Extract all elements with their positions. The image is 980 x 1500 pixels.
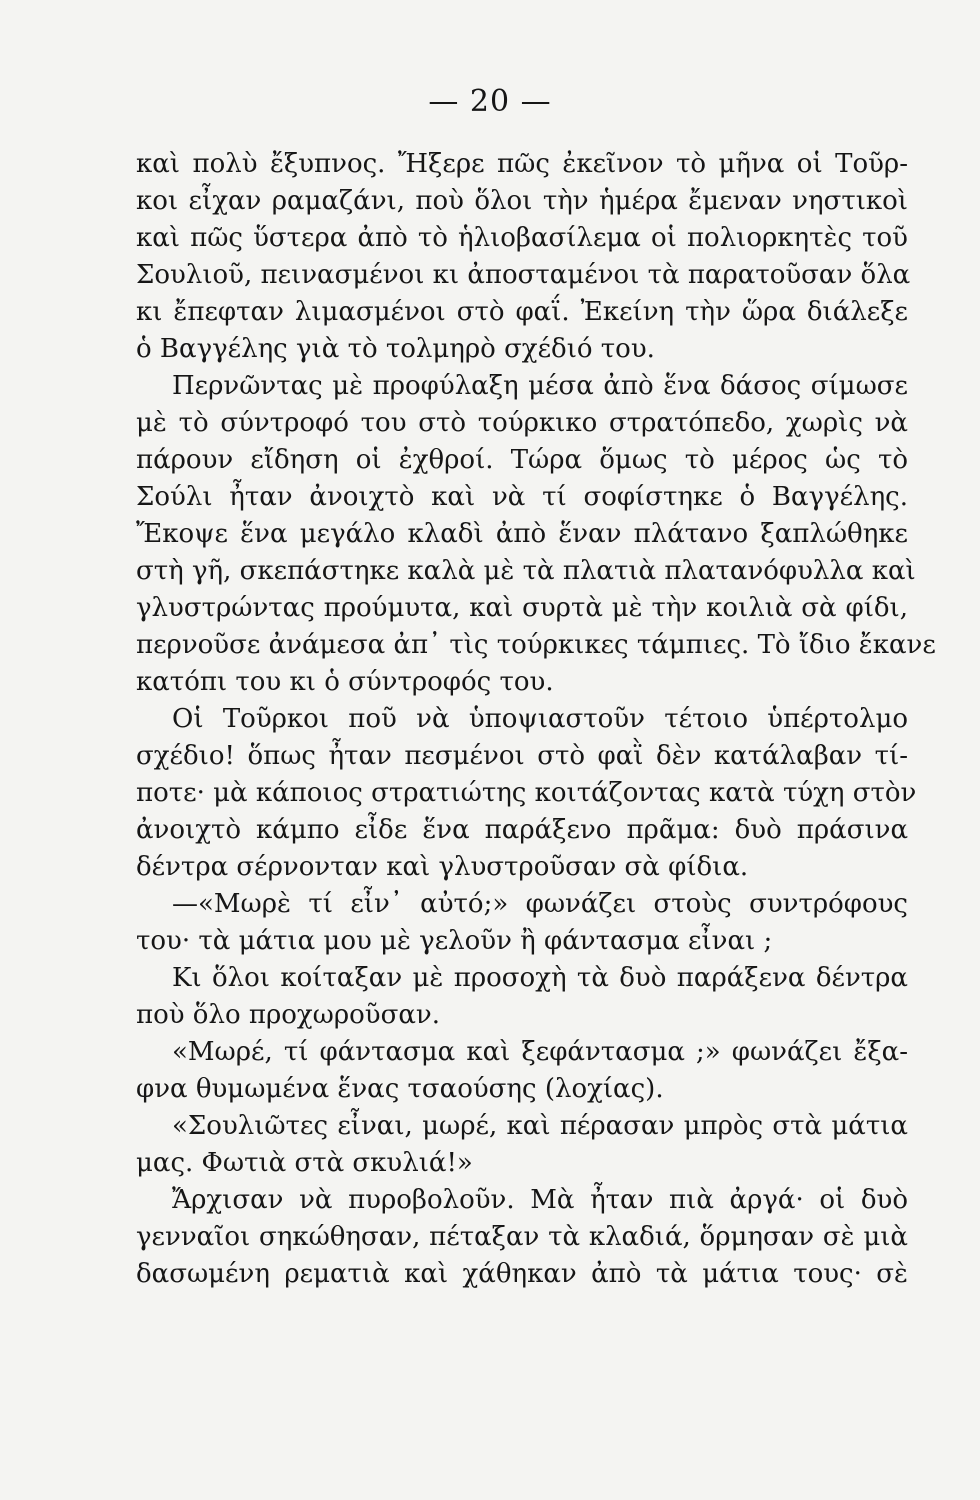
text-line: Ἄρχισαν νὰ πυροβολοῦν. Μὰ ἦταν πιὰ ἀργά· οἱ δυὸ	[172, 1185, 908, 1215]
text-line: Σουλιοῦ, πεινασμένοι κι ἀποσταμένοι τὰ παρατοῦσαν ὅλα	[136, 260, 911, 290]
page-number: — 20 —	[428, 84, 552, 119]
body-text	[136, 146, 936, 1293]
text-line: ὁ Βαγγέλης γιὰ τὸ τολμηρὸ σχέδιό του.	[136, 334, 655, 364]
text-line: ποτε· μὰ κάποιος στρατιώτης κοιτάζοντας κατὰ τύχη στὸν	[136, 778, 917, 808]
text-line: στὴ γῆ, σκεπάστηκε καλὰ μὲ τὰ πλατιὰ πλατανόφυλλα καὶ	[136, 556, 916, 586]
text-line: «Σουλιῶτες εἶναι, μωρέ, καὶ πέρασαν μπρὸς στὰ μάτια	[172, 1111, 908, 1141]
text-line: γενναῖοι σηκώθησαν, πέταξαν τὰ κλαδιά, ὅρμησαν σὲ μιὰ	[136, 1222, 908, 1252]
text-line: πάρουν εἴδηση οἱ ἐχθροί. Τώρα ὅμως τὸ μέρος ὡς τὸ	[136, 445, 908, 475]
text-line: κι ἔπεφταν λιμασμένοι στὸ φαΐ. Ἐκείνη τὴν ὥρα διάλεξε	[136, 297, 908, 327]
text-line: ποὺ ὅλο προχωροῦσαν.	[136, 1000, 440, 1030]
text-line: ἀνοιχτὸ κάμπο εἶδε ἕνα παράξενο πρᾶμα: δυὸ πράσινα	[136, 815, 908, 845]
text-line: μας. Φωτιὰ στὰ σκυλιά!»	[136, 1148, 473, 1178]
text-line: περνοῦσε ἀνάμεσα ἀπ᾽ τὶς τούρκικες τάμπιες. Τὸ ἴδιο ἔκανε	[136, 630, 936, 660]
text-line: δασωμένη ρεματιὰ καὶ χάθηκαν ἀπὸ τὰ μάτια τους· σὲ	[136, 1259, 908, 1289]
text-line: φνα θυμωμένα ἕνας τσαούσης (λοχίας).	[136, 1074, 664, 1104]
text-line: Περνῶντας μὲ προφύλαξη μέσα ἀπὸ ἕνα δάσος σίμωσε	[172, 371, 908, 401]
text-line: του· τὰ μάτια μου μὲ γελοῦν ἢ φάντασμα εἶναι ;	[136, 926, 773, 956]
text-line: καὶ πῶς ὕστερα ἀπὸ τὸ ἡλιοβασίλεμα οἱ πολιορκητὲς τοῦ	[136, 223, 908, 253]
text-line: —«Μωρὲ τί εἶν᾽ αὐτό;» φωνάζει στοὺς συντρόφους	[172, 889, 908, 919]
text-line: Οἱ Τοῦρκοι ποῦ νὰ ὑποψιαστοῦν τέτοιο ὑπέρτολμο	[172, 704, 908, 734]
text-line: Σούλι ἦταν ἀνοιχτὸ καὶ νὰ τί σοφίστηκε ὁ Βαγγέλης.	[136, 482, 908, 512]
text-line: γλυστρώντας προύμυτα, καὶ συρτὰ μὲ τὴν κοιλιὰ σὰ φίδι,	[136, 593, 908, 623]
text-line: κατόπι του κι ὁ σύντροφός του.	[136, 667, 554, 697]
text-line: Κι ὅλοι κοίταξαν μὲ προσοχὴ τὰ δυὸ παράξενα δέντρα	[172, 963, 908, 993]
text-line: «Μωρέ, τί φάντασμα καὶ ξεφάντασμα ;» φωνάζει ἔξα-	[172, 1037, 908, 1067]
text-line: κοι εἶχαν ραμαζάνι, ποὺ ὅλοι τὴν ἡμέρα ἔμεναν νηστικοὶ	[136, 186, 908, 216]
text-line: Ἔκοψε ἕνα μεγάλο κλαδὶ ἀπὸ ἕναν πλάτανο ξαπλώθηκε	[136, 519, 908, 549]
text-line: δέντρα σέρνονταν καὶ γλυστροῦσαν σὰ φίδια.	[136, 852, 749, 882]
text-line: μὲ τὸ σύντροφό του στὸ τούρκικο στρατόπεδο, χωρὶς νὰ	[136, 408, 908, 438]
text-line: καὶ πολὺ ἔξυπνος. Ἤξερε πῶς ἐκεῖνον τὸ μῆνα οἱ Τοῦρ-	[136, 149, 908, 179]
text-line: σχέδιο! ὅπως ἦταν πεσμένοι στὸ φαῒ δὲν κατάλαβαν τί-	[136, 741, 908, 771]
